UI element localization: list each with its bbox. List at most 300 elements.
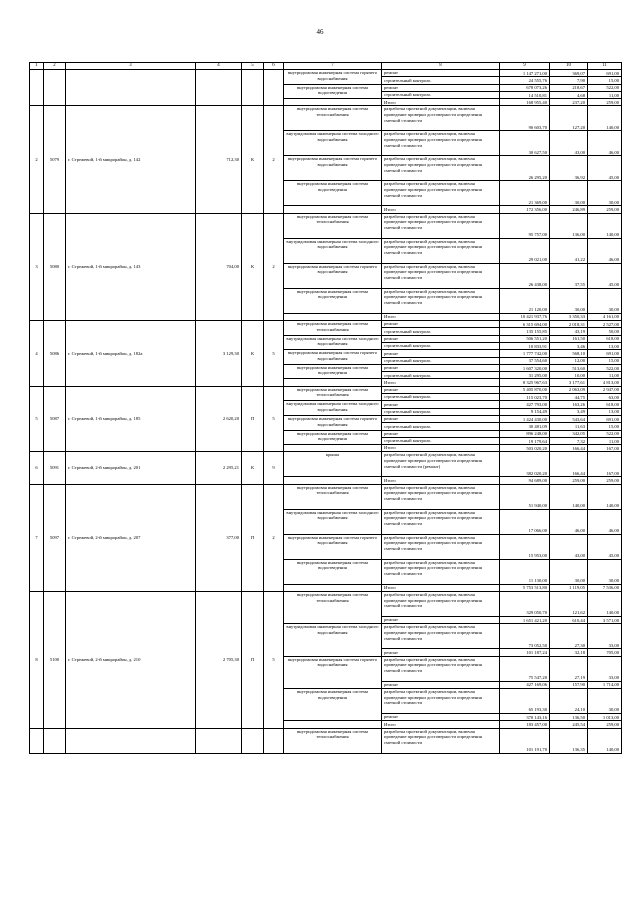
limit-cost-cell: 45,00: [588, 534, 622, 559]
limit-cost-cell: 11,00: [588, 437, 622, 444]
cost-cell: 73 052,50: [500, 624, 550, 649]
work-type-cell: разработка проектной документации, включая проведение проверки достоверности определения сметной стоимости: [382, 624, 500, 649]
unit-cost-cell: 11,63: [550, 423, 588, 430]
limit-cost-cell: 30,00: [588, 688, 622, 713]
unit-cost-cell: 3 177,61: [550, 379, 588, 386]
table-body: [30, 70, 622, 754]
cost-cell: 101 187,24: [500, 649, 550, 656]
work-type-cell: разработка проектной документации, включая проведение проверки достоверности определения сметной стоимости: [382, 484, 500, 509]
limit-cost-cell: 140,00: [588, 106, 622, 131]
unit-cost-cell: 136,00: [550, 213, 588, 238]
house-id-cell: 5097: [44, 484, 66, 591]
wall-material-cell: [242, 70, 264, 106]
table-row: [30, 484, 622, 509]
unit-cost-cell: 10,00: [550, 372, 588, 379]
system-cell: внутридомовая инженерная система водоотведения: [284, 559, 382, 584]
wall-material-cell: П: [242, 592, 264, 728]
area-cell: 712,30: [196, 106, 242, 213]
row-number-cell: 2: [30, 106, 44, 213]
work-type-cell: разработка проектной документации, включая проведение проверки достоверности определения сметной стоимости: [382, 534, 500, 559]
floors-cell: 5: [264, 321, 284, 387]
work-type-cell: строительный контроль: [382, 423, 500, 430]
cost-cell: 329 050,70: [500, 592, 550, 617]
address-cell: г. Стрежевой, 1-й микрорайон, д. 142: [66, 106, 196, 213]
unit-cost-cell: 36,92: [550, 156, 588, 181]
house-id-cell: 5087: [44, 386, 66, 452]
column-number: 4: [196, 63, 242, 70]
work-type-cell: разработка проектной документации, включая проведение проверки достоверности определения сметной стоимости (ремонт): [382, 452, 500, 477]
cost-cell: 115 023,70: [500, 394, 550, 401]
limit-cost-cell: 33,00: [588, 656, 622, 681]
work-type-cell: разработка проектной документации, включая проведение проверки достоверности определения сметной стоимости: [382, 728, 500, 753]
cost-cell: 51 940,00: [500, 484, 550, 509]
unit-cost-cell: 32,18: [550, 649, 588, 656]
limit-cost-cell: 45,00: [588, 156, 622, 181]
limit-cost-cell: 46,00: [588, 131, 622, 156]
unit-cost-cell: 24,10: [550, 688, 588, 713]
cost-cell: 183 457,00: [500, 721, 550, 728]
unit-cost-cell: 44,75: [550, 394, 588, 401]
limit-cost-cell: 13,00: [588, 408, 622, 415]
unit-cost-cell: 218,67: [550, 84, 588, 91]
system-cell: внутридомовая инженерная система горячего водоснабжения: [284, 263, 382, 288]
unit-cost-cell: 3,46: [550, 342, 588, 349]
cost-cell: 17 066,00: [500, 509, 550, 534]
cost-cell: 427 169,06: [500, 681, 550, 688]
limit-cost-cell: 63,00: [588, 394, 622, 401]
row-number-cell: [30, 728, 44, 753]
work-type-cell: ремонт: [382, 386, 500, 393]
table-row: [30, 452, 622, 477]
work-type-cell: ремонт: [382, 649, 500, 656]
limit-cost-cell: 11,00: [588, 91, 622, 98]
work-type-cell: Итого: [382, 584, 500, 591]
work-type-cell: строительный контроль: [382, 77, 500, 84]
work-type-cell: ремонт: [382, 713, 500, 720]
system-cell: внутридомовая инженерная система холодного водоснабжения: [284, 624, 382, 656]
house-id-cell: 5079: [44, 106, 66, 213]
cost-cell: 26 438,00: [500, 263, 550, 288]
cost-cell: 11 130,00: [500, 559, 550, 584]
unit-cost-cell: 43,00: [550, 534, 588, 559]
unit-cost-cell: 41,22: [550, 238, 588, 263]
cost-cell: 14 510,81: [500, 91, 550, 98]
wall-material-cell: К: [242, 213, 264, 320]
row-number-cell: 8: [30, 592, 44, 728]
house-id-cell: [44, 70, 66, 106]
system-cell: [284, 477, 382, 484]
unit-cost-cell: 161,50: [550, 335, 588, 342]
work-type-cell: Итого: [382, 445, 500, 452]
cost-cell: 5 405 870,00: [500, 386, 550, 393]
column-number: 9: [500, 63, 550, 70]
work-type-cell: разработка проектной документации, включая проведение проверки достоверности определения сметной стоимости: [382, 688, 500, 713]
system-cell: внутридомовая инженерная система теплоснабжения: [284, 592, 382, 624]
limit-cost-cell: 140,00: [588, 728, 622, 753]
house-id-cell: 5091: [44, 452, 66, 484]
work-type-cell: разработка проектной документации, включая проведение проверки достоверности определения сметной стоимости: [382, 656, 500, 681]
cost-cell: 678 073,26: [500, 84, 550, 91]
cost-cell: 8 325 967,63: [500, 379, 550, 386]
system-cell: внутридомовая инженерная система водоотведения: [284, 288, 382, 313]
work-type-cell: Итого: [382, 206, 500, 213]
limit-cost-cell: 522,00: [588, 364, 622, 371]
unit-cost-cell: 259,00: [550, 477, 588, 484]
limit-cost-cell: 15,00: [588, 77, 622, 84]
cost-cell: 1 147 271,00: [500, 70, 550, 77]
row-number-cell: 6: [30, 452, 44, 484]
cost-cell: 1 607 320,00: [500, 364, 550, 371]
work-type-cell: Итого: [382, 313, 500, 320]
cost-cell: 30 481,09: [500, 423, 550, 430]
limit-cost-cell: 259,00: [588, 477, 622, 484]
cost-cell: 506 551,20: [500, 335, 550, 342]
limit-cost-cell: 11,00: [588, 372, 622, 379]
address-cell: г. Стрежевой, 1-й микрорайон, д. 143: [66, 213, 196, 320]
system-cell: [284, 721, 382, 728]
cost-cell: 896 248,00: [500, 430, 550, 437]
work-type-cell: ремонт: [382, 70, 500, 77]
limit-cost-cell: 50,00: [588, 328, 622, 335]
system-cell: внутридомовая инженерная система горячего водоснабжения: [284, 156, 382, 181]
cost-cell: 21 369,00: [500, 181, 550, 206]
system-cell: внутридомовая инженерная система водоотведения: [284, 688, 382, 720]
limit-cost-cell: 46,00: [588, 509, 622, 534]
area-cell: [196, 70, 242, 106]
row-number-cell: [30, 70, 44, 106]
unit-cost-cell: 4,68: [550, 91, 588, 98]
system-cell: внутридомовая инженерная система холодного водоснабжения: [284, 238, 382, 263]
system-cell: [284, 206, 382, 213]
work-type-cell: ремонт: [382, 350, 500, 357]
system-cell: внутридомовая инженерная система водоотведения: [284, 430, 382, 445]
unit-cost-cell: 7,32: [550, 437, 588, 444]
column-number: 3: [66, 63, 196, 70]
capital-repair-table: [29, 62, 622, 754]
unit-cost-cell: 30,00: [550, 288, 588, 313]
limit-cost-cell: 691,00: [588, 415, 622, 422]
work-type-cell: разработка проектной документации, включая проведение проверки достоверности определения сметной стоимости: [382, 181, 500, 206]
system-cell: [284, 313, 382, 320]
unit-cost-cell: 245,54: [550, 721, 588, 728]
wall-material-cell: К: [242, 106, 264, 213]
system-cell: внутридомовая инженерная система холодного водоснабжения: [284, 335, 382, 350]
cost-cell: 21 120,00: [500, 288, 550, 313]
page-number: 46: [316, 28, 324, 36]
cost-cell: 31 295,00: [500, 372, 550, 379]
work-type-cell: строительный контроль: [382, 328, 500, 335]
work-type-cell: Итого: [382, 477, 500, 484]
address-cell: г. Стрежевой, 2-й микрорайон, д. 207: [66, 484, 196, 591]
area-cell: 377,00: [196, 484, 242, 591]
system-cell: [284, 99, 382, 106]
floors-cell: [264, 70, 284, 106]
work-type-cell: строительный контроль: [382, 408, 500, 415]
work-type-cell: разработка проектной документации, включая проведение проверки достоверности определения сметной стоимости: [382, 288, 500, 313]
unit-cost-cell: 157,90: [550, 681, 588, 688]
limit-cost-cell: 4 813,00: [588, 379, 622, 386]
cost-cell: 19 179,64: [500, 437, 550, 444]
table-row: [30, 386, 622, 393]
cost-cell: 29 021,00: [500, 238, 550, 263]
table-row: [30, 321, 622, 328]
address-cell: [66, 728, 196, 753]
limit-cost-cell: 618,00: [588, 401, 622, 408]
area-cell: 2 705,30: [196, 592, 242, 728]
system-cell: внутридомовая инженерная система водоотведения: [284, 364, 382, 379]
limit-cost-cell: 4 161,00: [588, 313, 622, 320]
system-cell: [284, 379, 382, 386]
system-cell: внутридомовая инженерная система горячего водоснабжения: [284, 350, 382, 365]
area-cell: [196, 728, 242, 753]
unit-cost-cell: 342,05: [550, 430, 588, 437]
work-type-cell: строительный контроль: [382, 437, 500, 444]
system-cell: внутридомовая инженерная система теплоснабжения: [284, 213, 382, 238]
limit-cost-cell: 140,00: [588, 484, 622, 509]
unit-cost-cell: 3,49: [550, 408, 588, 415]
limit-cost-cell: 259,00: [588, 721, 622, 728]
system-cell: внутридомовая инженерная система теплоснабжения: [284, 321, 382, 336]
system-cell: внутридомовая инженерная система водоотведения: [284, 84, 382, 99]
system-cell: [284, 584, 382, 591]
limit-cost-cell: 259,00: [588, 99, 622, 106]
floors-cell: 9: [264, 452, 284, 484]
work-type-cell: ремонт: [382, 430, 500, 437]
floors-cell: 2: [264, 106, 284, 213]
cost-cell: 6 315 694,00: [500, 321, 550, 328]
unit-cost-cell: 43,19: [550, 328, 588, 335]
system-cell: внутридомовая инженерная система горячего водоснабжения: [284, 656, 382, 688]
wall-material-cell: К: [242, 452, 264, 484]
unit-cost-cell: 2 018,31: [550, 321, 588, 328]
limit-cost-cell: 691,00: [588, 70, 622, 77]
area-cell: 704,00: [196, 213, 242, 320]
unit-cost-cell: 2 063,09: [550, 386, 588, 393]
cost-cell: 427 793,00: [500, 401, 550, 408]
unit-cost-cell: 27,19: [550, 656, 588, 681]
cost-cell: 26 295,20: [500, 156, 550, 181]
table-row: [30, 728, 622, 753]
wall-material-cell: К: [242, 321, 264, 387]
limit-cost-cell: 259,00: [588, 206, 622, 213]
cost-cell: 30 627,50: [500, 131, 550, 156]
limit-cost-cell: 15,00: [588, 423, 622, 430]
row-number-cell: 4: [30, 321, 44, 387]
unit-cost-cell: 237,20: [550, 99, 588, 106]
unit-cost-cell: 3 350,33: [550, 313, 588, 320]
system-cell: крыша: [284, 452, 382, 477]
unit-cost-cell: 166,44: [550, 445, 588, 452]
system-cell: внутридомовая инженерная система горячего водоснабжения: [284, 70, 382, 85]
floors-cell: 2: [264, 484, 284, 591]
address-cell: [66, 70, 196, 106]
limit-cost-cell: 30,00: [588, 559, 622, 584]
cost-cell: 65 193,30: [500, 688, 550, 713]
system-cell: внутридомовая инженерная система теплоснабжения: [284, 386, 382, 401]
cost-cell: 94 689,00: [500, 477, 550, 484]
system-cell: внутридомовая инженерная система горячего водоснабжения: [284, 415, 382, 430]
row-number-cell: 5: [30, 386, 44, 452]
cost-cell: 37 554,60: [500, 357, 550, 364]
work-type-cell: ремонт: [382, 321, 500, 328]
limit-cost-cell: 30,00: [588, 288, 622, 313]
house-id-cell: 5100: [44, 592, 66, 728]
column-number: 5: [242, 63, 264, 70]
floors-cell: 2: [264, 213, 284, 320]
work-type-cell: строительный контроль: [382, 91, 500, 98]
table-row: [30, 70, 622, 77]
limit-cost-cell: 140,00: [588, 592, 622, 617]
work-type-cell: разработка проектной документации, включая проведение проверки достоверности определения сметной стоимости: [382, 131, 500, 156]
wall-material-cell: [242, 728, 264, 753]
floors-cell: 5: [264, 592, 284, 728]
cost-cell: 24 555,76: [500, 77, 550, 84]
table-row: [30, 213, 622, 238]
cost-cell: 90 603,70: [500, 106, 550, 131]
unit-cost-cell: 46,00: [550, 509, 588, 534]
cost-cell: 10 421 937,76: [500, 313, 550, 320]
table-row: [30, 106, 622, 131]
limit-cost-cell: 691,00: [588, 350, 622, 357]
system-cell: внутридомовая инженерная система водоотведения: [284, 181, 382, 206]
house-id-cell: [44, 728, 66, 753]
system-cell: [284, 445, 382, 452]
unit-cost-cell: 610,44: [550, 617, 588, 624]
work-type-cell: строительный контроль: [382, 372, 500, 379]
limit-cost-cell: 33,00: [588, 624, 622, 649]
work-type-cell: ремонт: [382, 335, 500, 342]
column-number: 1: [30, 63, 44, 70]
system-cell: внутридомовая инженерная система теплоснабжения: [284, 484, 382, 509]
work-type-cell: строительный контроль: [382, 342, 500, 349]
address-cell: г. Стрежевой, 1-й микрорайон, д. 182а: [66, 321, 196, 387]
limit-cost-cell: 522,00: [588, 84, 622, 91]
work-type-cell: Итого: [382, 99, 500, 106]
floors-cell: [264, 728, 284, 753]
limit-cost-cell: 3 571,00: [588, 617, 622, 624]
limit-cost-cell: 2 527,00: [588, 321, 622, 328]
work-type-cell: ремонт: [382, 681, 500, 688]
cost-cell: 10 833,91: [500, 342, 550, 349]
cost-cell: 135 155,85: [500, 328, 550, 335]
system-cell: внутридомовая инженерная система холодного водоснабжения: [284, 401, 382, 416]
row-number-cell: 3: [30, 213, 44, 320]
limit-cost-cell: 705,00: [588, 649, 622, 656]
area-cell: 3 129,30: [196, 321, 242, 387]
work-type-cell: Итого: [382, 379, 500, 386]
address-cell: г. Стрежевой, 1-й микрорайон, д. 185: [66, 386, 196, 452]
limit-cost-cell: 7 536,00: [588, 584, 622, 591]
limit-cost-cell: 15,00: [588, 357, 622, 364]
house-id-cell: 5086: [44, 321, 66, 387]
limit-cost-cell: 522,00: [588, 430, 622, 437]
unit-cost-cell: 513,60: [550, 364, 588, 371]
work-type-cell: разработка проектной документации, включая проведение проверки достоверности определения сметной стоимости: [382, 213, 500, 238]
work-type-cell: ремонт: [382, 401, 500, 408]
limit-cost-cell: 167,00: [588, 445, 622, 452]
unit-cost-cell: 543,64: [550, 415, 588, 422]
cost-cell: 370 143,16: [500, 713, 550, 720]
unit-cost-cell: 43,00: [550, 131, 588, 156]
cost-cell: 1 651 421,20: [500, 617, 550, 624]
unit-cost-cell: 37,55: [550, 263, 588, 288]
system-cell: внутридомовая инженерная система холодного водоснабжения: [284, 509, 382, 534]
unit-cost-cell: 369,07: [550, 70, 588, 77]
limit-cost-cell: 140,00: [588, 213, 622, 238]
unit-cost-cell: 121,62: [550, 592, 588, 617]
cost-cell: 15 953,00: [500, 534, 550, 559]
work-type-cell: строительный контроль: [382, 394, 500, 401]
cost-cell: 172 356,00: [500, 206, 550, 213]
work-type-cell: ремонт: [382, 84, 500, 91]
unit-cost-cell: 163,26: [550, 401, 588, 408]
table-row: [30, 592, 622, 617]
cost-cell: 95 757,00: [500, 213, 550, 238]
work-type-cell: ремонт: [382, 364, 500, 371]
unit-cost-cell: 140,00: [550, 484, 588, 509]
system-cell: внутридомовая инженерная система теплоснабжения: [284, 728, 382, 753]
limit-cost-cell: 13,00: [588, 342, 622, 349]
system-cell: внутридомовая инженерная система горячего водоснабжения: [284, 534, 382, 559]
limit-cost-cell: 30,00: [588, 181, 622, 206]
limit-cost-cell: 1 013,00: [588, 713, 622, 720]
wall-material-cell: П: [242, 386, 264, 452]
column-number: 6: [264, 63, 284, 70]
limit-cost-cell: 2 947,00: [588, 386, 622, 393]
house-id-cell: 5080: [44, 213, 66, 320]
unit-cost-cell: 27,30: [550, 624, 588, 649]
work-type-cell: ремонт: [382, 415, 500, 422]
cost-cell: 1 424 430,00: [500, 415, 550, 422]
address-cell: г. Стрежевой, 2-й микрорайон, д. 201: [66, 452, 196, 484]
unit-cost-cell: 246,89: [550, 206, 588, 213]
unit-cost-cell: 30,00: [550, 559, 588, 584]
work-type-cell: разработка проектной документации, включая проведение проверки достоверности определения сметной стоимости: [382, 156, 500, 181]
column-number: 11: [588, 63, 622, 70]
work-type-cell: разработка проектной документации, включая проведение проверки достоверности определения сметной стоимости: [382, 238, 500, 263]
work-type-cell: разработка проектной документации, включая проведение проверки достоверности определения сметной стоимости: [382, 559, 500, 584]
column-numbers-row: [30, 63, 622, 70]
cost-cell: 5 753 513,80: [500, 584, 550, 591]
unit-cost-cell: 127,20: [550, 106, 588, 131]
floors-cell: 5: [264, 386, 284, 452]
cost-cell: 168 955,40: [500, 99, 550, 106]
cost-cell: 503 020,20: [500, 445, 550, 452]
address-cell: г. Стрежевой, 2-й микрорайон, д. 210: [66, 592, 196, 728]
column-number: 8: [382, 63, 500, 70]
column-number: 10: [550, 63, 588, 70]
work-type-cell: Итого: [382, 721, 500, 728]
unit-cost-cell: 1 119,05: [550, 584, 588, 591]
column-number: 2: [44, 63, 66, 70]
cost-cell: 1 777 742,00: [500, 350, 550, 357]
cost-cell: 382 020,20: [500, 452, 550, 477]
area-cell: 2 295,21: [196, 452, 242, 484]
work-type-cell: строительный контроль: [382, 357, 500, 364]
unit-cost-cell: 166,44: [550, 452, 588, 477]
limit-cost-cell: 46,00: [588, 238, 622, 263]
system-cell: внутридомовая инженерная система холодного водоснабжения: [284, 131, 382, 156]
unit-cost-cell: 12,00: [550, 357, 588, 364]
cost-cell: 75 547,20: [500, 656, 550, 681]
system-cell: внутридомовая инженерная система теплоснабжения: [284, 106, 382, 131]
limit-cost-cell: 1 714,00: [588, 681, 622, 688]
work-type-cell: разработка проектной документации, включая проведение проверки достоверности определения сметной стоимости: [382, 509, 500, 534]
unit-cost-cell: 136,35: [550, 728, 588, 753]
work-type-cell: разработка проектной документации, включая проведение проверки достоверности определения сметной стоимости: [382, 592, 500, 617]
limit-cost-cell: 618,00: [588, 335, 622, 342]
column-number: 7: [284, 63, 382, 70]
